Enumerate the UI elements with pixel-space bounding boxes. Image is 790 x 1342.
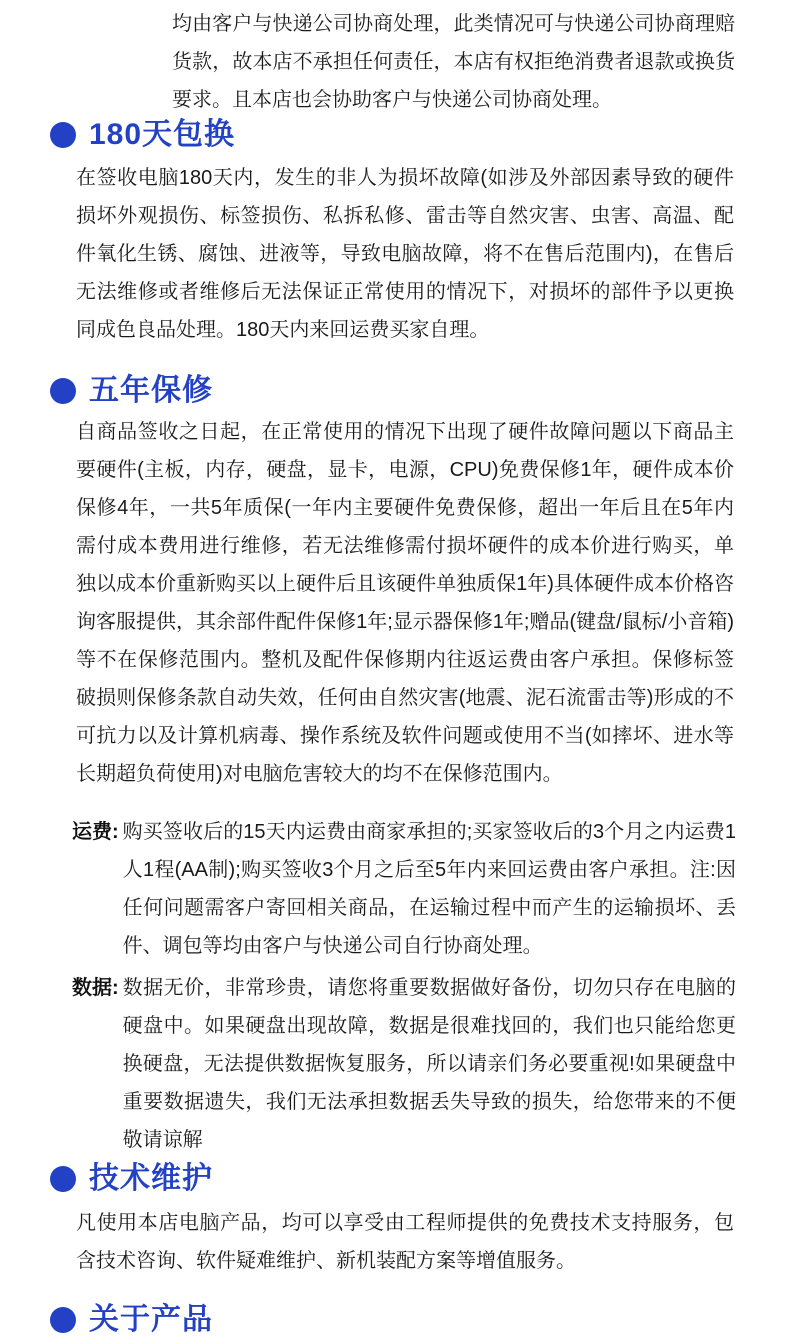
warranty-policy-document	[0, 5, 790, 1336]
section-heading-5-year-warranty	[0, 369, 790, 413]
section-heading-technical-maintenance	[0, 1157, 790, 1201]
section-title: 五年保修	[89, 374, 213, 407]
bullet-icon	[50, 1307, 76, 1333]
intro-continuation-paragraph: 均由客户与快递公司协商处理，此类情况可与快递公司协商理赔货款，故本店不承担任何责任，本店有权拒绝消费者退款或换货要求。且本店也会协助客户与快递公司协商处理。	[172, 13, 735, 111]
note-text-shipping-fee: 购买签收后的15天内运费由商家承担的;买家签收后的3个月之内运费1人1程(AA制);购买签收3个月之后至5年内来回运费由客户承担。注:因任何问题需客户寄回相关商品，在运输过程中而产生的运输损坏、丢件、调包等均由客户与快递公司自行协商处理。	[122, 821, 736, 957]
section-body-technical-maintenance: 凡使用本店电脑产品，均可以享受由工程师提供的免费技术支持服务，包含技术咨询、软件疑难维护、新机装配方案等增值服务。	[76, 1212, 734, 1272]
note-label-shipping-fee: 运费:	[72, 821, 119, 843]
section-body-180-day-exchange: 在签收电脑180天内，发生的非人为损坏故障(如涉及外部因素导致的硬件损坏外观损伤、标签损伤、私拆私修、雷击等自然灾害、虫害、高温、配件氧化生锈、腐蚀、进液等，导致电脑故障，将不在售后范围内)，在售后无法维修或者维修后无法保证正常使用的情况下，对损坏的部件予以更换同成色良品处理。180天内来回运费买家自理。	[76, 167, 734, 341]
section-heading-180-day-exchange	[0, 113, 790, 157]
section-heading-about-product	[0, 1298, 790, 1342]
note-text-data-backup: 数据无价，非常珍贵，请您将重要数据做好备份，切勿只存在电脑的硬盘中。如果硬盘出现故障，数据是很难找回的，我们也只能给您更换硬盘，无法提供数据恢复服务，所以请亲们务必要重视!如果硬盘中重要数据遗失，我们无法承担数据丢失导致的损失，给您带来的不便敬请谅解	[122, 977, 736, 1151]
section-title: 技术维护	[89, 1162, 213, 1195]
note-shipping-fee	[72, 813, 736, 965]
section-title: 关于产品	[89, 1303, 213, 1336]
bullet-icon	[50, 122, 76, 148]
note-data-backup	[72, 969, 736, 1159]
note-label-data-backup: 数据:	[72, 977, 119, 999]
section-title: 180天包换	[89, 118, 236, 151]
bullet-icon	[50, 378, 76, 404]
section-body-5-year-warranty: 自商品签收之日起，在正常使用的情况下出现了硬件故障问题以下商品主要硬件(主板，内存，硬盘，显卡，电源，CPU)免费保修1年，硬件成本价保修4年，一共5年质保(一年内主要硬件免费保修，超出一年后且在5年内需付成本费用进行维修，若无法维修需付损坏硬件的成本价进行购买，单独以成本价重新购买以上硬件后且该硬件单独质保1年)具体硬件成本价格咨询客服提供，其余部件配件保修1年;显示器保修1年;赠品(键盘/鼠标/小音箱)等不在保修范围内。整机及配件保修期内往返运费由客户承担。保修标签破损则保修条款自动失效，任何由自然灾害(地震、泥石流雷击等)形成的不可抗力以及计算机病毒、操作系统及软件问题或使用不当(如摔坏、进水等长期超负荷使用)对电脑危害较大的均不在保修范围内。	[76, 421, 734, 785]
bullet-icon	[50, 1166, 76, 1192]
